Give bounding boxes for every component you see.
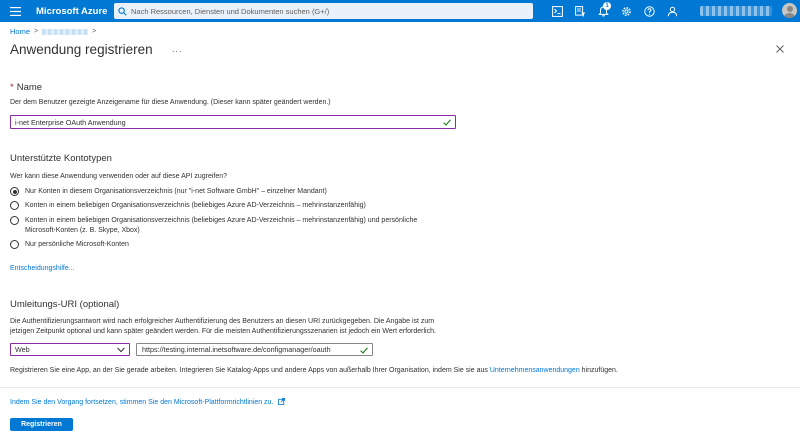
account-name[interactable] xyxy=(700,6,772,16)
redirect-uri-field[interactable] xyxy=(136,343,373,356)
radio-button[interactable] xyxy=(10,187,19,196)
brand-title[interactable]: Microsoft Azure xyxy=(36,5,108,17)
help-icon[interactable] xyxy=(638,0,661,22)
redirect-note-suffix: hinzufügen. xyxy=(581,367,618,374)
directory-filter-icon[interactable] xyxy=(569,0,592,22)
name-label-text: Name xyxy=(16,82,43,93)
name-input[interactable] xyxy=(11,118,431,127)
radio-button[interactable] xyxy=(10,216,19,225)
name-label xyxy=(10,82,42,93)
chevron-down-icon xyxy=(117,347,125,353)
enterprise-apps-link[interactable]: Unternehmensanwendungen xyxy=(489,367,580,374)
decision-help-link[interactable]: Entscheidungshilfe... xyxy=(10,265,75,272)
radio-button[interactable] xyxy=(10,240,19,249)
required-mark: * xyxy=(10,82,14,93)
page-title: Anwendung registrieren xyxy=(10,42,153,57)
menu-icon[interactable] xyxy=(4,0,26,22)
redacted-account-text xyxy=(700,6,772,16)
radio-label-line1: Konten in einem beliebigen Organisationsverzeichnis (beliebiges Azure AD-Verzeichnis – mehrinstanzenfähig) und persönliche xyxy=(25,217,418,224)
radio-label: Nur persönliche Microsoft-Konten xyxy=(25,241,129,248)
platform-policy-link[interactable]: Indem Sie den Vorgang fortsetzen, stimmen Sie den Microsoft-Plattformrichtlinien zu. xyxy=(10,399,274,406)
redirect-note xyxy=(10,367,618,374)
breadcrumb-home-link[interactable]: Home xyxy=(10,27,31,36)
radio-button[interactable] xyxy=(10,201,19,210)
more-options-icon[interactable]: ... xyxy=(172,44,183,54)
redirect-uri-help xyxy=(10,317,436,336)
radio-label: Nur Konten in diesem Organisationsverzeichnis (nur "i-net Software GmbH" – einzelner Mandant) xyxy=(25,188,327,195)
policy-link-row xyxy=(10,398,285,406)
avatar[interactable] xyxy=(782,3,797,18)
search-input[interactable] xyxy=(131,7,521,16)
radio-option-personal-only[interactable] xyxy=(10,240,129,250)
radio-label-line2: Microsoft-Konten (z. B. Skype, Xbox) xyxy=(25,227,140,234)
redirect-uri-input[interactable] xyxy=(137,345,337,354)
radio-label xyxy=(25,216,417,236)
breadcrumb-redacted-link[interactable] xyxy=(42,29,88,35)
chevron-right-icon: > xyxy=(92,28,97,35)
search-icon xyxy=(118,7,127,16)
platform-select[interactable] xyxy=(10,343,130,356)
radio-label: Konten in einem beliebigen Organisationsverzeichnis (beliebiges Azure AD-Verzeichnis – mehrinstanzenfähig) xyxy=(25,202,366,209)
register-button[interactable]: Registrieren xyxy=(10,418,73,431)
chevron-right-icon: > xyxy=(34,28,39,35)
global-search[interactable] xyxy=(114,3,533,19)
feedback-icon[interactable] xyxy=(661,0,684,22)
redirect-uri-heading: Umleitungs-URI (optional) xyxy=(10,299,120,310)
radio-option-multi-tenant-personal[interactable] xyxy=(10,216,417,236)
redirect-help-line1: Die Authentifizierungsantwort wird nach erfolgreicher Authentifizierung des Benutzers an diesen URI zurückgegeben. Die Angabe ist zum xyxy=(10,318,435,325)
radio-option-single-tenant[interactable] xyxy=(10,187,327,197)
redirect-help-line2: jetzigen Zeitpunkt optional und kann später geändert werden. Für die meisten Authentifizierungsszenarien ist jedoch ein Wert erforderlich. xyxy=(10,327,436,335)
name-help-text: Der dem Benutzer gezeigte Anzeigename für diese Anwendung. (Dieser kann später geändert werden.) xyxy=(10,99,331,106)
radio-option-multi-tenant[interactable] xyxy=(10,201,366,211)
name-field[interactable] xyxy=(10,115,456,129)
account-types-heading: Unterstützte Kontotypen xyxy=(10,153,112,164)
checkmark-icon xyxy=(360,347,368,354)
breadcrumb xyxy=(10,27,100,36)
top-icon-bar xyxy=(546,0,684,22)
settings-icon[interactable] xyxy=(615,0,638,22)
redirect-note-text: Registrieren Sie eine App, an der Sie gerade arbeiten. Integrieren Sie Katalog-Apps und andere Apps von außerhalb Ihrer Organisation, indem Sie sie aus xyxy=(10,367,488,374)
account-types-question: Wer kann diese Anwendung verwenden oder auf diese API zugreifen? xyxy=(10,173,228,180)
notifications-icon[interactable] xyxy=(592,0,615,22)
notification-badge: 1 xyxy=(603,2,611,10)
platform-select-value: Web xyxy=(15,345,30,354)
close-icon[interactable] xyxy=(774,43,786,55)
external-link-icon[interactable] xyxy=(278,398,285,405)
checkmark-icon xyxy=(443,119,451,126)
cloud-shell-icon[interactable] xyxy=(546,0,569,22)
footer-divider xyxy=(0,387,800,388)
